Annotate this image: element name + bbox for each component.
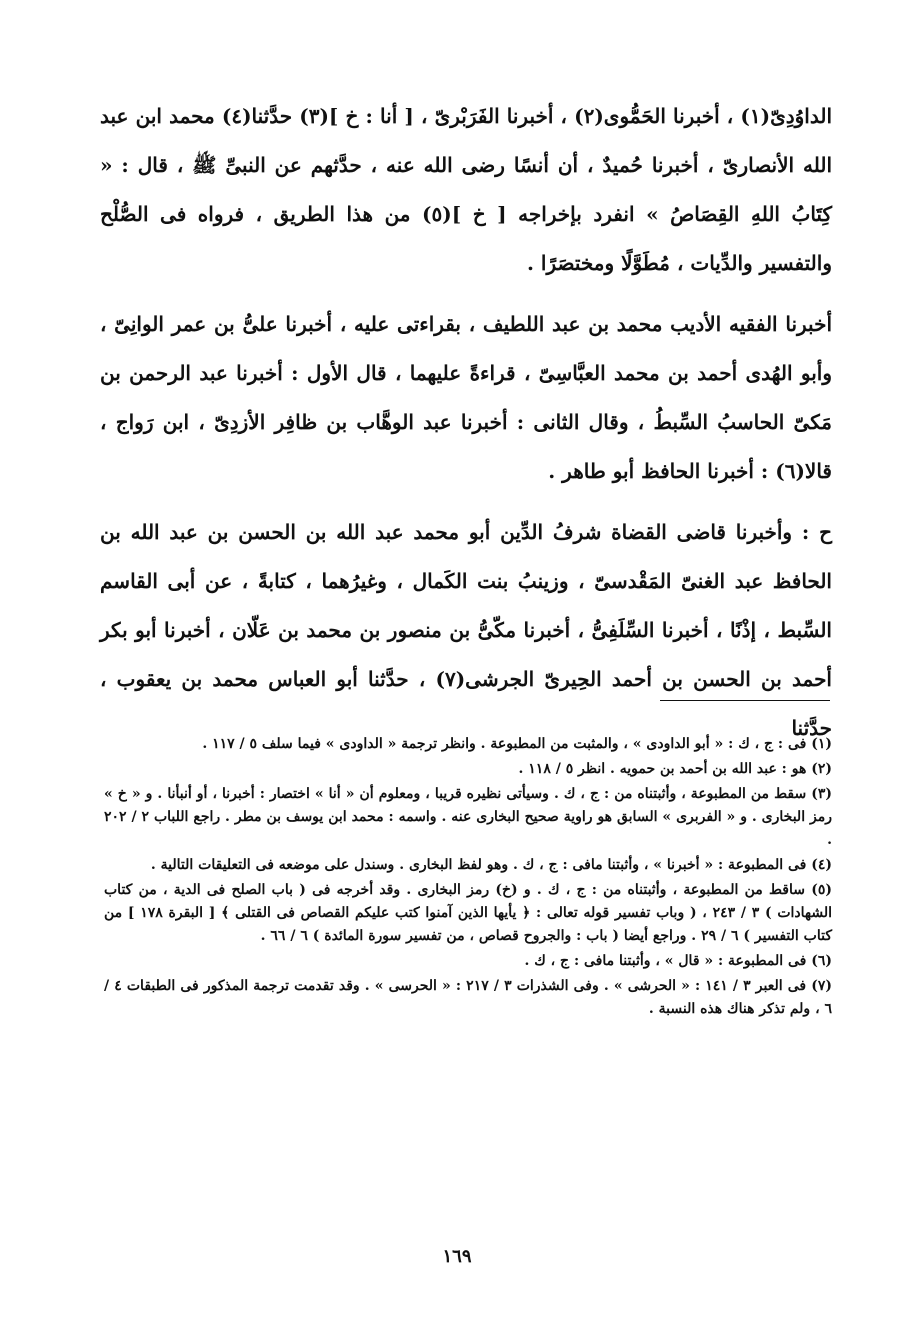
paragraph-2: أخبرنا الفقيه الأديب محمد بن عبد اللطيف ، بقراءتى عليه ، أخبرنا علىُّ بن عمر الوانِىّ ، وأبو الهُدى أحمد بن محمد العبَّاسِىّ ، قراءةً عليهما ، قال الأول : أخبرنا عبد الرحمن بن مَكىّ الحاسبُ السِّبطُ ، وقال الثانى : أخبرنا عبد الوهَّاب بن ظافِر الأزدِىّ ، ابن رَواج ، قالا(٦) : أخبرنا الحافظ أبو طاهر .	[100, 312, 832, 483]
page-number: ١٦٩	[442, 1246, 472, 1267]
footnotes	[104, 733, 832, 1023]
paragraph-3: ح : وأخبرنا قاضى القضاة شرفُ الدِّين أبو محمد عبد الله بن الحسن بن عبد الله بن الحافظ عبد الغنىّ المَقْدسىّ ، وزينبُ بنت الكَمال ، وغيرُهما ، كتابةً ، عن أبى القاسم السِّبط ، إذْنًا ، أخبرنا السِّلَفِىُّ ، أخبرنا مكّىُّ بن منصور بن محمد بن عَلّان ، أخبرنا أبو بكر أحمد بن الحسن بن أحمد الحِيرىّ الجرشى(٧) ، حدَّثنا أبو العباس محمد بن يعقوب ، حدَّثنا	[100, 520, 832, 740]
main-text	[100, 92, 832, 765]
footnote-4: (٤) فى المطبوعة : « أخبرنا » ، وأثبتنا مافى : ج ، ك . وهو لفظ البخارى . وسندل على موضعه فى التعليقات التالية .	[150, 857, 832, 873]
footnote-5: (٥) ساقط من المطبوعة ، وأثبتناه من : ج ، ك . و (خ) رمز البخارى . وقد أخرجه فى ( باب الصلح فى الدية ، من كتاب الشهادات ) ٣ / ٢٤٣ ، ( وباب تفسير قوله تعالى : ﴿ يأيها الذين آمنوا كتب عليكم القصاص فى القتلى ﴾ [ البقرة ١٧٨ ] من كتاب التفسير ) ٦ / ٢٩ . وراجع أيضا ( باب : والجروح قصاص ، من تفسير سورة المائدة ) ٦ / ٦٦ .	[104, 882, 832, 944]
footnote-1: (١) فى : ج ، ك : « أبو الداودى » ، والمثبت من المطبوعة . وانظر ترجمة « الداودى » فيما سلف ٥ / ١١٧ .	[202, 736, 832, 752]
footnote-6: (٦) فى المطبوعة : « قال » ، وأثبتنا مافى : ج ، ك .	[524, 953, 832, 969]
footnote-divider	[660, 700, 830, 701]
footnote-7: (٧) فى العبر ٣ / ١٤١ : « الحرشى » . وفى الشذرات ٣ / ٢١٧ : « الحرسى » . وقد تقدمت ترجمة المذكور فى الطبقات ٤ / ٦ ، ولم تذكر هناك هذه النسبة .	[104, 978, 832, 1017]
footnote-2: (٢) هو : عبد الله بن أحمد بن حمويه . انظر ٥ / ١١٨ .	[518, 761, 832, 777]
footnote-3: (٣) سقط من المطبوعة ، وأثبتناه من : ج ، ك . وسيأتى نظيره قريبا ، ومعلوم أن « أنا » اختصار : أخبرنا ، أو أنبأنا . و « خ » رمز البخارى . و « الفربرى » السابق هو راوية صحيح البخارى عنه . واسمه : محمد ابن يوسف بن مطر . راجع اللباب ٢ / ٢٠٢ .	[104, 786, 832, 848]
paragraph-1: الداوُدِىّ(١) ، أخبرنا الحَمُّوى(٢) ، أخبرنا الفَرَبْرىّ ، [ أنا : خ ](٣) حدَّثنا(٤) محمد ابن عبد الله الأنصارىّ ، أخبرنا حُميدٌ ، أن أنسًا رضى الله عنه ، حدَّثهم عن النبىِّ ﷺ ، قال : « كِتَابُ اللهِ القِصَاصُ » انفرد بإخراجه [ خ ](٥) من هذا الطريق ، فرواه فى الصُّلْح والتفسير والدِّيات ، مُطَوَّلًا ومختصَرًا .	[100, 104, 833, 275]
